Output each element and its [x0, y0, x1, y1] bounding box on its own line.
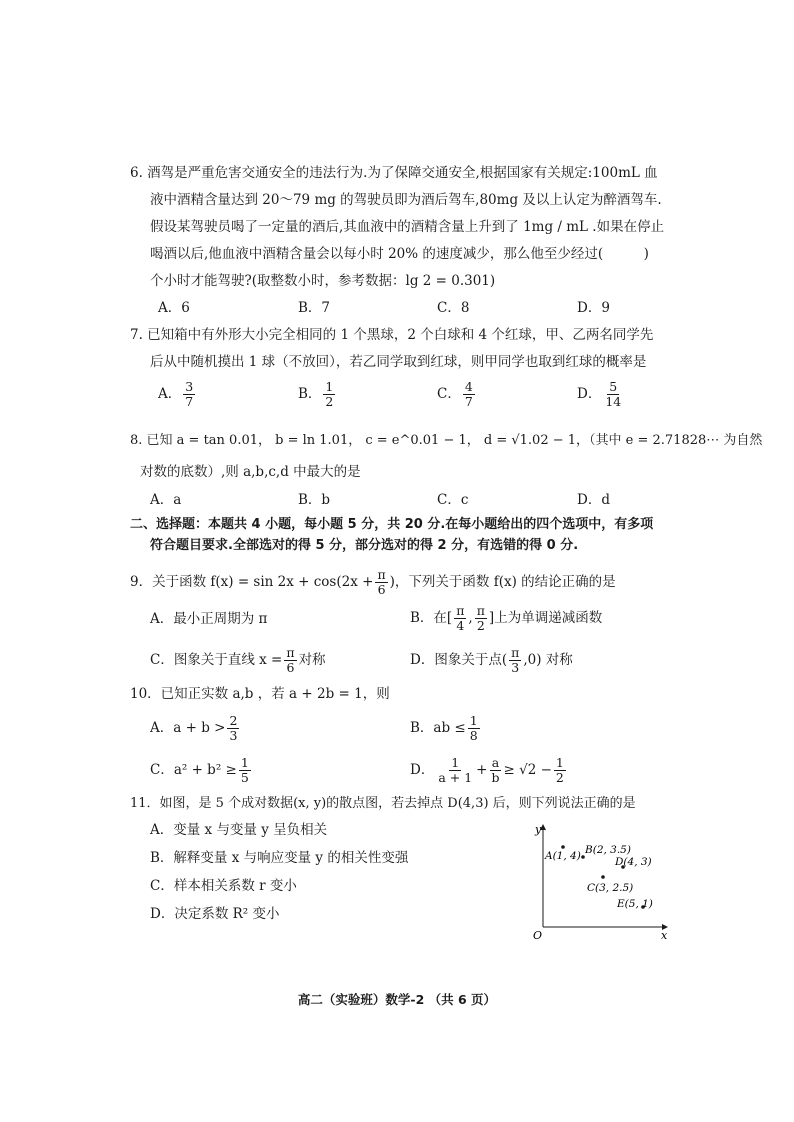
- q8-option-a: A．a: [150, 492, 182, 508]
- q8-line-2: 对数的底数）,则 a,b,c,d 中最大的是: [140, 464, 361, 480]
- q9-option-b: B．在[ $\frac{\pi}{4}$ , $\frac{\pi}{2}$ ]上为单调递减函数: [410, 603, 603, 633]
- q8-option-d: D．d: [577, 492, 610, 508]
- q6-line-1: 6. 酒驾是严重危害交通安全的违法行为.为了保障交通安全,根据国家有关规定:100mL 血: [130, 165, 658, 181]
- q7-option-b: B． $\frac{1}{2}$: [298, 379, 334, 409]
- q7-option-a: A． $\frac{3}{7}$: [158, 379, 194, 409]
- q6-option-d: D．9: [577, 300, 610, 316]
- q9-option-d: D．图象关于点( $\frac{\pi}{3}$ ,0) 对称: [410, 645, 573, 675]
- scatter-point-label-1: B(2, 3.5): [585, 844, 631, 856]
- q8-option-c: C．c: [437, 492, 469, 508]
- scatter-point-label-2: C(3, 2.5): [587, 882, 634, 894]
- q10-option-a: A．a + b > $\frac{2}{3}$: [150, 713, 238, 743]
- q6-option-c: C．8: [437, 300, 470, 316]
- q9-option-c: C．图象关于直线 x = $\frac{\pi}{6}$ 对称: [150, 645, 326, 675]
- page-footer: 高二（实验班）数学-2 （共 6 页）: [297, 992, 497, 1007]
- q9-option-a: A．最小正周期为 π: [150, 611, 268, 627]
- q11-option-a: A．变量 x 与变量 y 呈负相关: [150, 822, 328, 838]
- q9-stem: 9．关于函数 f(x) = sin 2x + cos(2x + $\frac{\pi}{6}$ )，下列关于函数 f(x) 的结论正确的是: [130, 567, 616, 597]
- q7-line-2: 后从中随机摸出 1 球（不放回），若乙同学取到红球，则甲同学也取到红球的概率是: [150, 354, 647, 370]
- q8-option-b: B．b: [298, 492, 331, 508]
- x-axis-label: x: [661, 929, 668, 942]
- q11-option-d: D．决定系数 R² 变小: [150, 906, 280, 922]
- scatter-point-label-4: E(5, 1): [617, 898, 653, 910]
- q6-line-3: 假设某驾驶员喝了一定量的酒后,其血液中的酒精含量上升到了 1mg / mL .如果在停止: [150, 219, 665, 235]
- scatter-point-2: [601, 875, 605, 879]
- q11-option-c: C．样本相关系数 r 变小: [150, 878, 297, 894]
- q6-line-4: 喝酒以后,他血液中酒精含量会以每小时 20% 的速度减少，那么他至少经过( ): [150, 246, 649, 262]
- section2-line-2: 符合题目要求.全部选对的得 5 分，部分选对的得 2 分，有选错的得 0 分.: [150, 538, 579, 553]
- scatter-point-label-0: A(1, 4): [545, 850, 581, 862]
- q6-line-5: 个小时才能驾驶?(取整数小时，参考数据：lg 2 = 0.301): [150, 273, 496, 289]
- y-axis-label: y: [535, 823, 542, 836]
- q6-option-a: A．6: [158, 300, 190, 316]
- q7-option-d: D． $\frac{5}{14}$: [577, 379, 622, 409]
- q10-option-c: C．a² + b² ≥ $\frac{1}{5}$: [150, 755, 249, 785]
- q11-option-b: B．解释变量 x 与响应变量 y 的相关性变强: [150, 850, 409, 866]
- q8-line-1: 8. 已知 a = tan 0.01， b = ln 1.01， c = e^0.01 − 1， d = √1.02 − 1，（其中 e = 2.71828⋯ 为自然: [130, 433, 763, 448]
- origin-label: O: [533, 929, 543, 942]
- q10-option-d: D． $\frac{1}{a + 1}$ + $\frac{a}{b}$ ≥ √2 − $\frac{1}{2}$: [410, 755, 564, 785]
- scatter-plot: [525, 815, 675, 945]
- q6-line-2: 液中酒精含量达到 20～79 mg 的驾驶员即为酒后驾车,80mg 及以上认定为醉酒驾车.: [150, 192, 662, 208]
- section2-line-1: 二、选择题：本题共 4 小题，每小题 5 分，共 20 分.在每小题给出的四个选项中，有多项: [130, 517, 654, 532]
- q11-stem: 11．如图，是 5 个成对数据(x, y)的散点图，若去掉点 D(4,3) 后，则下列说法正确的是: [130, 796, 636, 811]
- q7-option-c: C． $\frac{4}{7}$: [437, 379, 473, 409]
- q10-option-b: B．ab ≤ $\frac{1}{8}$: [410, 713, 478, 743]
- q7-line-1: 7. 已知箱中有外形大小完全相同的 1 个黑球，2 个白球和 4 个红球，甲、乙两名同学先: [130, 327, 654, 343]
- scatter-point-0: [561, 845, 565, 849]
- q10-stem: 10．已知正实数 a,b ，若 a + 2b = 1，则: [130, 686, 390, 702]
- scatter-point-label-3: D(4, 3): [615, 856, 652, 868]
- q6-option-b: B．7: [298, 300, 331, 316]
